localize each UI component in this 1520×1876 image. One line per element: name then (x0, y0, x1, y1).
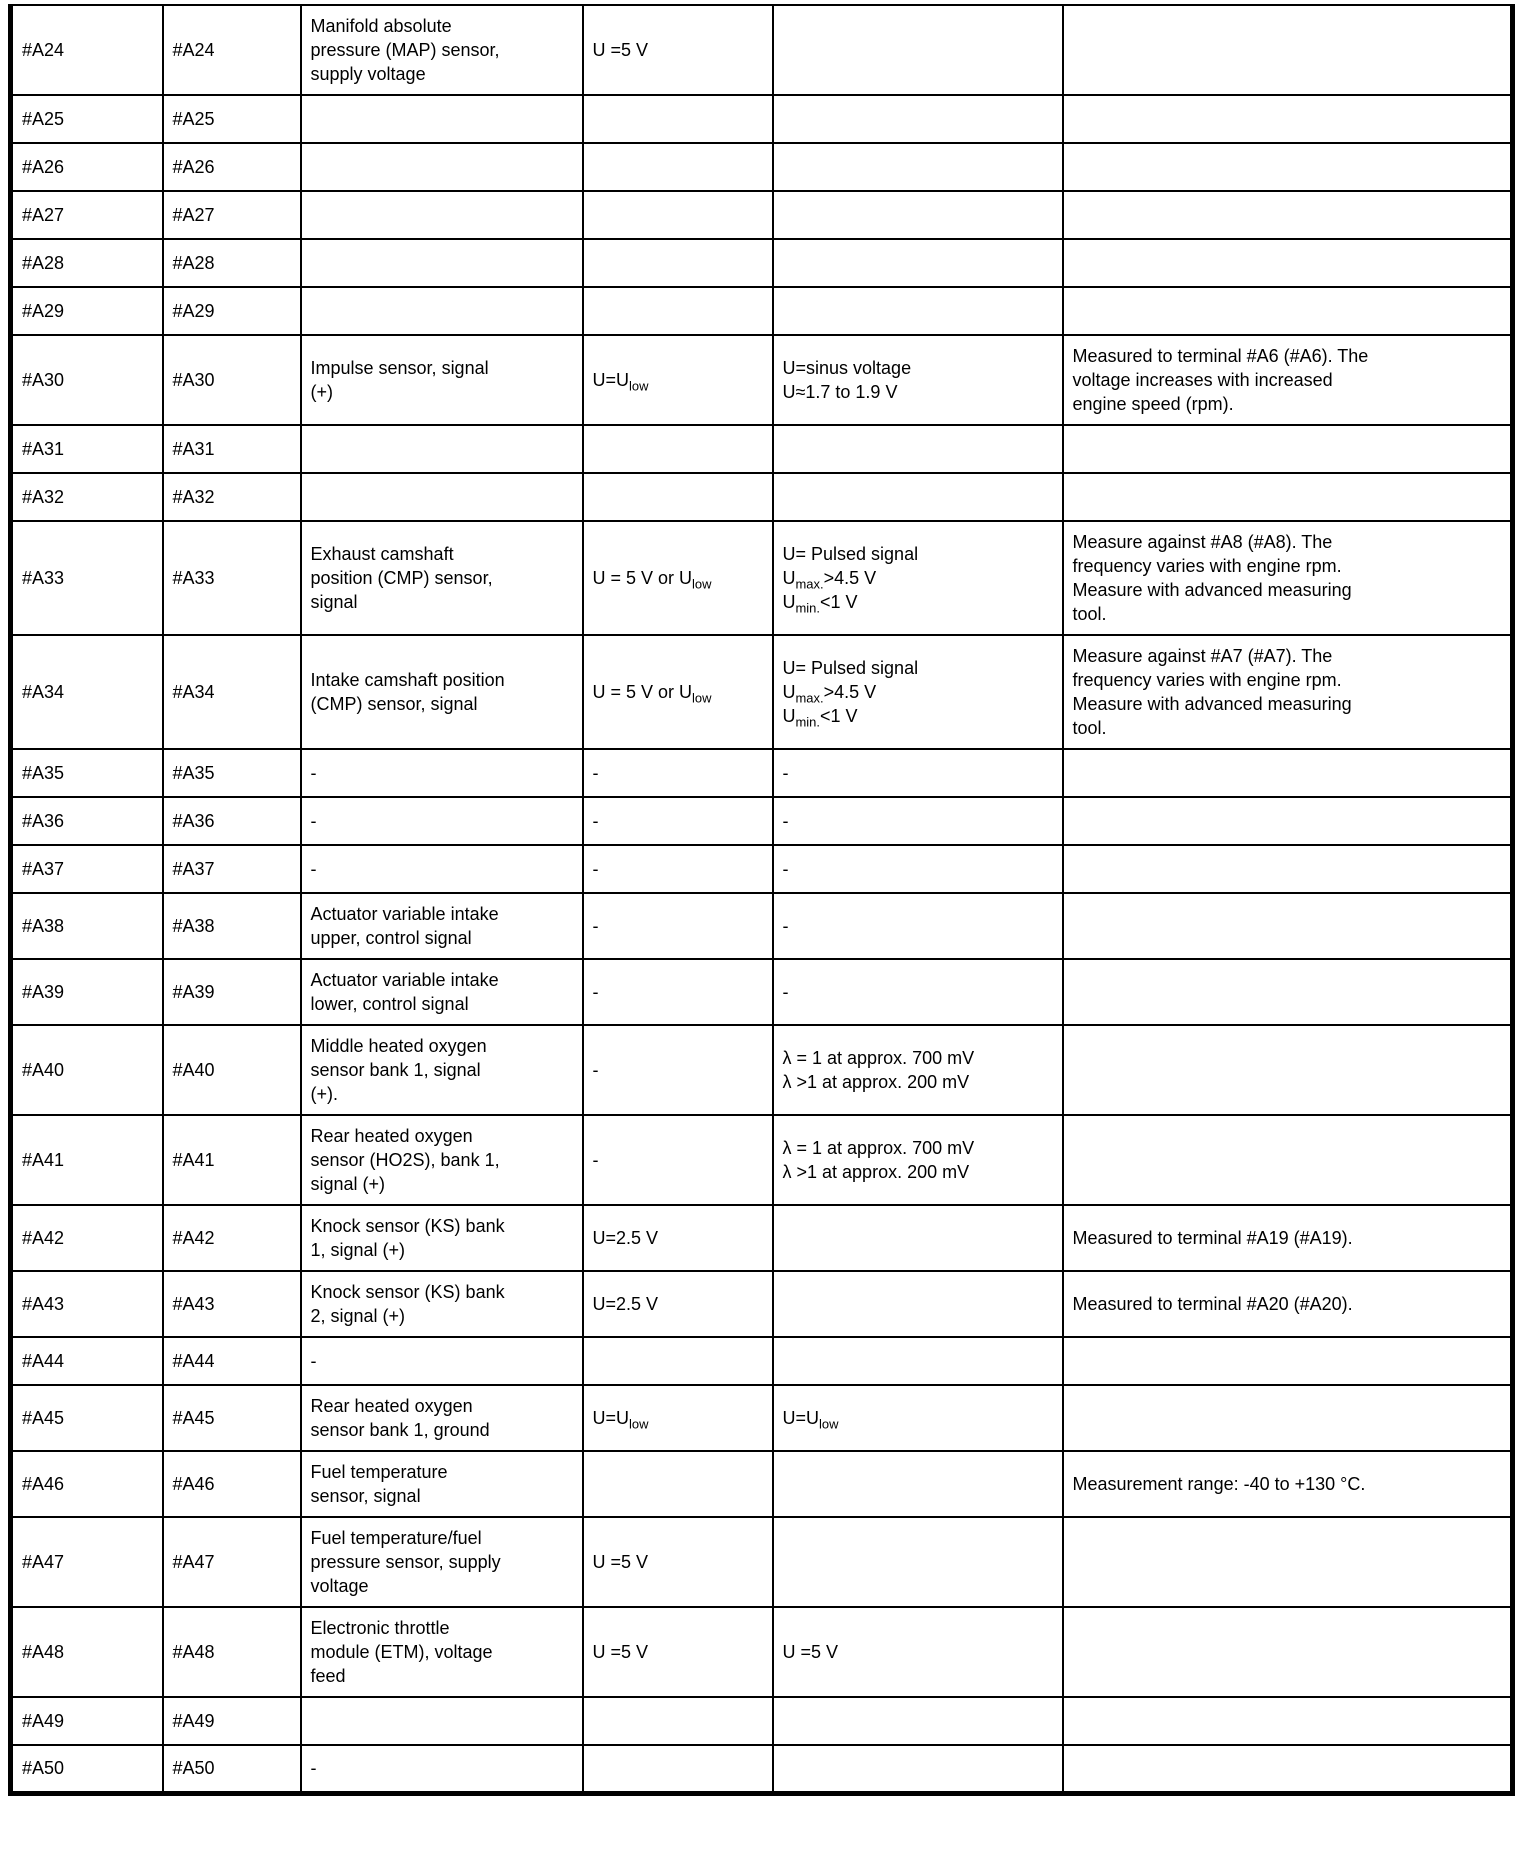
notes-cell (1063, 893, 1513, 959)
table-row (11, 473, 1513, 521)
notes-cell: Measured to terminal #A19 (#A19). (1063, 1205, 1513, 1271)
notes-cell (1063, 143, 1513, 191)
voltage-cell (583, 1697, 773, 1745)
terminal-id2-cell: #A46 (163, 1451, 301, 1517)
terminal-id2-cell: #A39 (163, 959, 301, 1025)
terminal-id2-cell: #A26 (163, 143, 301, 191)
voltage-cell (583, 239, 773, 287)
table-row (11, 1025, 1513, 1115)
terminal-id-cell: #A24 (11, 5, 163, 95)
notes-cell (1063, 749, 1513, 797)
table-row (11, 749, 1513, 797)
terminal-pin-table (8, 4, 1515, 1796)
voltage-cell (583, 191, 773, 239)
signal-cell: λ = 1 at approx. 700 mV λ >1 at approx. 200 mV (773, 1115, 1063, 1205)
description-cell (301, 191, 583, 239)
terminal-id-cell: #A38 (11, 893, 163, 959)
notes-cell (1063, 239, 1513, 287)
terminal-id-cell: #A35 (11, 749, 163, 797)
description-cell: Electronic throttle module (ETM), voltage feed (301, 1607, 583, 1697)
voltage-cell: U =5 V (583, 5, 773, 95)
voltage-cell (583, 143, 773, 191)
terminal-id-cell: #A40 (11, 1025, 163, 1115)
description-cell (301, 287, 583, 335)
description-cell: - (301, 1745, 583, 1793)
terminal-id2-cell: #A28 (163, 239, 301, 287)
signal-cell (773, 5, 1063, 95)
signal-cell: U= Pulsed signal $U_{max.}>4.5$ V $U_{min.}<1$ V (773, 635, 1063, 749)
signal-cell (773, 1271, 1063, 1337)
table-row (11, 143, 1513, 191)
table-row (11, 287, 1513, 335)
description-cell (301, 95, 583, 143)
notes-cell (1063, 95, 1513, 143)
voltage-cell: $U=U_{low}$ (583, 1385, 773, 1451)
notes-cell (1063, 5, 1513, 95)
signal-cell (773, 287, 1063, 335)
signal-cell (773, 191, 1063, 239)
terminal-id-cell: #A31 (11, 425, 163, 473)
terminal-id-cell: #A47 (11, 1517, 163, 1607)
terminal-id2-cell: #A49 (163, 1697, 301, 1745)
description-cell: Impulse sensor, signal (+) (301, 335, 583, 425)
notes-cell (1063, 1385, 1513, 1451)
notes-cell (1063, 959, 1513, 1025)
table-row (11, 425, 1513, 473)
table-row (11, 1271, 1513, 1337)
voltage-cell (583, 1745, 773, 1793)
description-cell (301, 239, 583, 287)
notes-cell: Measure against #A8 (#A8). The frequency varies with engine rpm. Measure with advanced measuring tool. (1063, 521, 1513, 635)
terminal-id2-cell: #A42 (163, 1205, 301, 1271)
voltage-cell (583, 473, 773, 521)
terminal-id-cell: #A34 (11, 635, 163, 749)
signal-cell: λ = 1 at approx. 700 mV λ >1 at approx. 200 mV (773, 1025, 1063, 1115)
table-row (11, 1517, 1513, 1607)
terminal-id-cell: #A41 (11, 1115, 163, 1205)
terminal-id2-cell: #A24 (163, 5, 301, 95)
terminal-id2-cell: #A50 (163, 1745, 301, 1793)
signal-cell: U=sinus voltage U≈1.7 to 1.9 V (773, 335, 1063, 425)
description-cell: Rear heated oxygen sensor (HO2S), bank 1, signal (+) (301, 1115, 583, 1205)
terminal-id2-cell: #A32 (163, 473, 301, 521)
terminal-id-cell: #A26 (11, 143, 163, 191)
signal-cell (773, 473, 1063, 521)
signal-cell (773, 95, 1063, 143)
notes-cell (1063, 1025, 1513, 1115)
description-cell: Actuator variable intake upper, control signal (301, 893, 583, 959)
notes-cell: Measured to terminal #A20 (#A20). (1063, 1271, 1513, 1337)
signal-cell (773, 1697, 1063, 1745)
signal-cell: - (773, 845, 1063, 893)
voltage-cell: U = 5 V or $U_{low}$ (583, 521, 773, 635)
notes-cell (1063, 1115, 1513, 1205)
terminal-id-cell: #A27 (11, 191, 163, 239)
table-row (11, 1385, 1513, 1451)
terminal-id2-cell: #A41 (163, 1115, 301, 1205)
table-row (11, 845, 1513, 893)
terminal-id-cell: #A43 (11, 1271, 163, 1337)
table-row (11, 797, 1513, 845)
terminal-id2-cell: #A38 (163, 893, 301, 959)
description-cell (301, 143, 583, 191)
terminal-id-cell: #A36 (11, 797, 163, 845)
signal-cell: - (773, 749, 1063, 797)
voltage-cell (583, 1337, 773, 1385)
terminal-table-body (11, 5, 1513, 1793)
table-row (11, 335, 1513, 425)
voltage-cell: U=2.5 V (583, 1271, 773, 1337)
notes-cell (1063, 1607, 1513, 1697)
table-row (11, 1451, 1513, 1517)
voltage-cell: U =5 V (583, 1517, 773, 1607)
description-cell: - (301, 749, 583, 797)
notes-cell (1063, 287, 1513, 335)
notes-cell (1063, 845, 1513, 893)
signal-cell (773, 1517, 1063, 1607)
terminal-id2-cell: #A36 (163, 797, 301, 845)
terminal-id-cell: #A44 (11, 1337, 163, 1385)
voltage-cell: - (583, 749, 773, 797)
table-row (11, 95, 1513, 143)
description-cell: - (301, 1337, 583, 1385)
description-cell: - (301, 797, 583, 845)
terminal-id-cell: #A32 (11, 473, 163, 521)
voltage-cell: $U=U_{low}$ (583, 335, 773, 425)
description-cell: Knock sensor (KS) bank 2, signal (+) (301, 1271, 583, 1337)
voltage-cell: - (583, 1115, 773, 1205)
signal-cell (773, 1337, 1063, 1385)
table-row (11, 1745, 1513, 1793)
description-cell: Intake camshaft position (CMP) sensor, signal (301, 635, 583, 749)
voltage-cell (583, 287, 773, 335)
table-row (11, 5, 1513, 95)
terminal-id2-cell: #A37 (163, 845, 301, 893)
terminal-id2-cell: #A31 (163, 425, 301, 473)
notes-cell (1063, 473, 1513, 521)
voltage-cell: U = 5 V or $U_{low}$ (583, 635, 773, 749)
signal-cell (773, 1745, 1063, 1793)
table-row (11, 1697, 1513, 1745)
signal-cell (773, 425, 1063, 473)
description-cell: Actuator variable intake lower, control signal (301, 959, 583, 1025)
terminal-id-cell: #A46 (11, 1451, 163, 1517)
table-row (11, 239, 1513, 287)
table-row (11, 1607, 1513, 1697)
description-cell: Exhaust camshaft position (CMP) sensor, signal (301, 521, 583, 635)
notes-cell (1063, 1745, 1513, 1793)
signal-cell: U= Pulsed signal $U_{max.}>4.5$ V $U_{min.}<1$ V (773, 521, 1063, 635)
terminal-id2-cell: #A40 (163, 1025, 301, 1115)
description-cell: Fuel temperature sensor, signal (301, 1451, 583, 1517)
terminal-id-cell: #A29 (11, 287, 163, 335)
table-row (11, 1115, 1513, 1205)
description-cell: Manifold absolute pressure (MAP) sensor, supply voltage (301, 5, 583, 95)
notes-cell (1063, 1517, 1513, 1607)
notes-cell (1063, 797, 1513, 845)
terminal-id-cell: #A28 (11, 239, 163, 287)
notes-cell (1063, 1337, 1513, 1385)
table-row (11, 893, 1513, 959)
voltage-cell: - (583, 1025, 773, 1115)
terminal-id2-cell: #A45 (163, 1385, 301, 1451)
signal-cell: U =5 V (773, 1607, 1063, 1697)
notes-cell: Measure against #A7 (#A7). The frequency varies with engine rpm. Measure with advanced measuring tool. (1063, 635, 1513, 749)
terminal-id2-cell: #A25 (163, 95, 301, 143)
table-row (11, 1205, 1513, 1271)
terminal-id-cell: #A25 (11, 95, 163, 143)
notes-cell (1063, 1697, 1513, 1745)
notes-cell (1063, 425, 1513, 473)
signal-cell (773, 1451, 1063, 1517)
signal-cell: $U=U_{low}$ (773, 1385, 1063, 1451)
terminal-id-cell: #A33 (11, 521, 163, 635)
voltage-cell: - (583, 845, 773, 893)
terminal-id2-cell: #A48 (163, 1607, 301, 1697)
voltage-cell (583, 1451, 773, 1517)
voltage-cell (583, 95, 773, 143)
description-cell (301, 473, 583, 521)
signal-cell (773, 239, 1063, 287)
voltage-cell: - (583, 959, 773, 1025)
terminal-id-cell: #A48 (11, 1607, 163, 1697)
terminal-id-cell: #A50 (11, 1745, 163, 1793)
terminal-id-cell: #A45 (11, 1385, 163, 1451)
table-row (11, 191, 1513, 239)
description-cell (301, 425, 583, 473)
table-row (11, 635, 1513, 749)
table-row (11, 959, 1513, 1025)
terminal-id-cell: #A49 (11, 1697, 163, 1745)
voltage-cell: - (583, 797, 773, 845)
voltage-cell (583, 425, 773, 473)
terminal-id2-cell: #A33 (163, 521, 301, 635)
terminal-id-cell: #A39 (11, 959, 163, 1025)
table-row (11, 1337, 1513, 1385)
signal-cell (773, 143, 1063, 191)
description-cell: - (301, 845, 583, 893)
terminal-id2-cell: #A29 (163, 287, 301, 335)
signal-cell: - (773, 893, 1063, 959)
terminal-id-cell: #A30 (11, 335, 163, 425)
notes-cell: Measured to terminal #A6 (#A6). The voltage increases with increased engine speed (rpm). (1063, 335, 1513, 425)
voltage-cell: - (583, 893, 773, 959)
voltage-cell: U =5 V (583, 1607, 773, 1697)
signal-cell: - (773, 797, 1063, 845)
terminal-id2-cell: #A34 (163, 635, 301, 749)
terminal-id-cell: #A37 (11, 845, 163, 893)
notes-cell: Measurement range: -40 to +130 °C. (1063, 1451, 1513, 1517)
description-cell: Fuel temperature/fuel pressure sensor, supply voltage (301, 1517, 583, 1607)
table-row (11, 521, 1513, 635)
description-cell: Middle heated oxygen sensor bank 1, signal (+). (301, 1025, 583, 1115)
voltage-cell: U=2.5 V (583, 1205, 773, 1271)
signal-cell: - (773, 959, 1063, 1025)
terminal-id2-cell: #A44 (163, 1337, 301, 1385)
terminal-id2-cell: #A30 (163, 335, 301, 425)
terminal-id2-cell: #A35 (163, 749, 301, 797)
terminal-id2-cell: #A27 (163, 191, 301, 239)
description-cell (301, 1697, 583, 1745)
signal-cell (773, 1205, 1063, 1271)
description-cell: Rear heated oxygen sensor bank 1, ground (301, 1385, 583, 1451)
description-cell: Knock sensor (KS) bank 1, signal (+) (301, 1205, 583, 1271)
terminal-id2-cell: #A47 (163, 1517, 301, 1607)
terminal-id2-cell: #A43 (163, 1271, 301, 1337)
terminal-id-cell: #A42 (11, 1205, 163, 1271)
notes-cell (1063, 191, 1513, 239)
